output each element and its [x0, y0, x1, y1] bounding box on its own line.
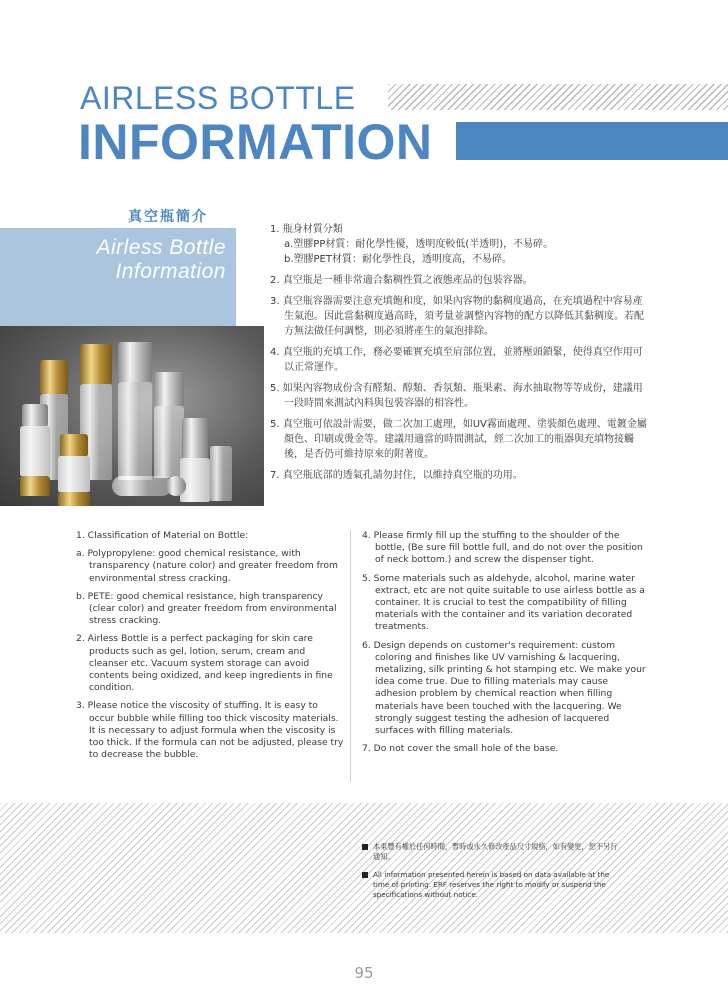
- disclaimer-cn: 本東豐有權於任何時間，暫時或永久修改產品尺寸規格，如有變更，恕不另行通知。: [373, 842, 618, 861]
- sidebar-title-line-2: Information: [115, 260, 226, 283]
- title-line-1: AIRLESS BOTTLE: [80, 80, 356, 116]
- en-item-2: 2. Airless Bottle is a perfect packaging for skin care products such as gel, lotion, serum, cream and cleanser etc. Vacuum system storage can avoid contents being oxidized, and keep ingredients in fine condition.: [76, 633, 333, 694]
- cn-item-1-sub-b: b.塑膠PET材質：耐化學性良，透明度高，不易碎。: [284, 254, 512, 265]
- en-item-1b: b. PETE: good chemical resistance, high transparency (clear color) and greater freedom from environmental stress cracking.: [76, 590, 337, 627]
- en-item-7: 7. Do not cover the small hole of the base.: [362, 743, 559, 755]
- cn-item-1: 1. 瓶身材質分類 a.塑膠PP材質：耐化學性優，透明度較低(半透明)，不易碎。 b.塑膠PET材質：耐化學性良，透明度高，不易碎。: [270, 222, 652, 267]
- english-notes-right: [362, 530, 648, 761]
- title-accent-bar: [456, 122, 728, 160]
- bullet-square-icon: [362, 872, 368, 878]
- disclaimer-en-row: [362, 870, 622, 900]
- sidebar-title: [96, 236, 226, 284]
- en-item-5: 5. Some materials such as aldehyde, alcohol, marine water extract, etc are not quite suitable to use airless bottle as a container. It is crucial to test the compatibility of filling materials with the container and its variation decorated treatments.: [362, 572, 645, 633]
- cn-item-1-sub-a: a.塑膠PP材質：耐化學性優，透明度較低(半透明)，不易碎。: [284, 239, 554, 250]
- title-hatch-decoration: [388, 84, 728, 110]
- en-item-6: 6. Design depends on customer's requirement: custom coloring and finishes like UV varnishing & lacquering, metalizing, silk printing & hot stamping etc. We make your idea come true. Due to filling materials may cause adhesion problem by chemical reaction when filling materials have been touched with the lacquering. We strongly suggest testing the adhesion of lacquered surfaces with filling materials.: [362, 639, 646, 737]
- en-item-1: 1. Classification of Material on Bottle:: [76, 530, 249, 541]
- cn-item-2: 2. 真空瓶是一種非常適合黏稠性質之液態產品的包裝容器。: [270, 275, 533, 286]
- cn-item-3: 3. 真空瓶容器需要注意充填飽和度，如果內容物的黏稠度過高，在充填過程中容易產生氣泡。因此當黏稠度過高時，須考量並調整內容物的配方以降低其黏稠度。若配方無法做任何調整，則必須將產生的氣泡排除。: [270, 296, 644, 337]
- column-divider: [350, 530, 351, 782]
- english-notes-left: [76, 530, 346, 767]
- en-item-1a: a. Polypropylene: good chemical resistance, with transparency (nature color) and greater freedom from environmental stress cracking.: [76, 548, 338, 584]
- cn-item-5: 5. 如果內容物成份含有醛類、醇類、香氛類、瓶果素、海水抽取物等等成份，建議用一段時間來測試內料與包裝容器的相容性。: [270, 383, 643, 409]
- sidebar-title-line-1: Airless Bottle: [96, 236, 226, 259]
- page-number: 95: [354, 964, 374, 982]
- disclaimer-notice: [362, 842, 622, 908]
- disclaimer-en: All information presented herein is based on data available at the time of printing. ERF reserves the right to modify or suspend the specifications without notice.: [373, 870, 610, 899]
- cn-item-4: 4. 真空瓶的充填工作，務必要確實充填至肩部位置，並將壓頭鎖緊，使得真空作用可以正常運作。: [270, 347, 643, 373]
- chinese-section-heading: 真空瓶簡介: [128, 209, 208, 225]
- cn-item-7: 7. 真空瓶底部的透氣孔請勿封住，以維持真空瓶的功用。: [270, 470, 523, 481]
- en-item-4: 4. Please firmly fill up the stuffing to the shoulder of the bottle, (Be sure fill bottle full, and do not over the position of neck bottom.) and screw the dispenser tight.: [362, 530, 643, 566]
- product-photo: [0, 326, 264, 506]
- chinese-notes-list: [270, 222, 652, 489]
- en-item-3: 3. Please notice the viscosity of stuffing. It is easy to occur bubble while filling too thick viscosity materials. It is necessary to adjust formula when the viscosity is too thick. If the formula can not be adjusted, please try to decrease the bubble.: [76, 700, 344, 761]
- cn-item-6: 5. 真空瓶可依設計需要，做二次加工處理，如UV霧面處理、塗裝顏色處理、電鍍金屬顏色、印刷或燙金等。建議用適當的時間測試，經二次加工的瓶器與充填物接觸後，是否仍可維持原來的附著度。: [270, 419, 647, 460]
- bullet-square-icon: [362, 844, 368, 850]
- sidebar-title-box: [0, 228, 236, 326]
- disclaimer-cn-row: [362, 842, 622, 862]
- title-line-2: INFORMATION: [78, 114, 433, 170]
